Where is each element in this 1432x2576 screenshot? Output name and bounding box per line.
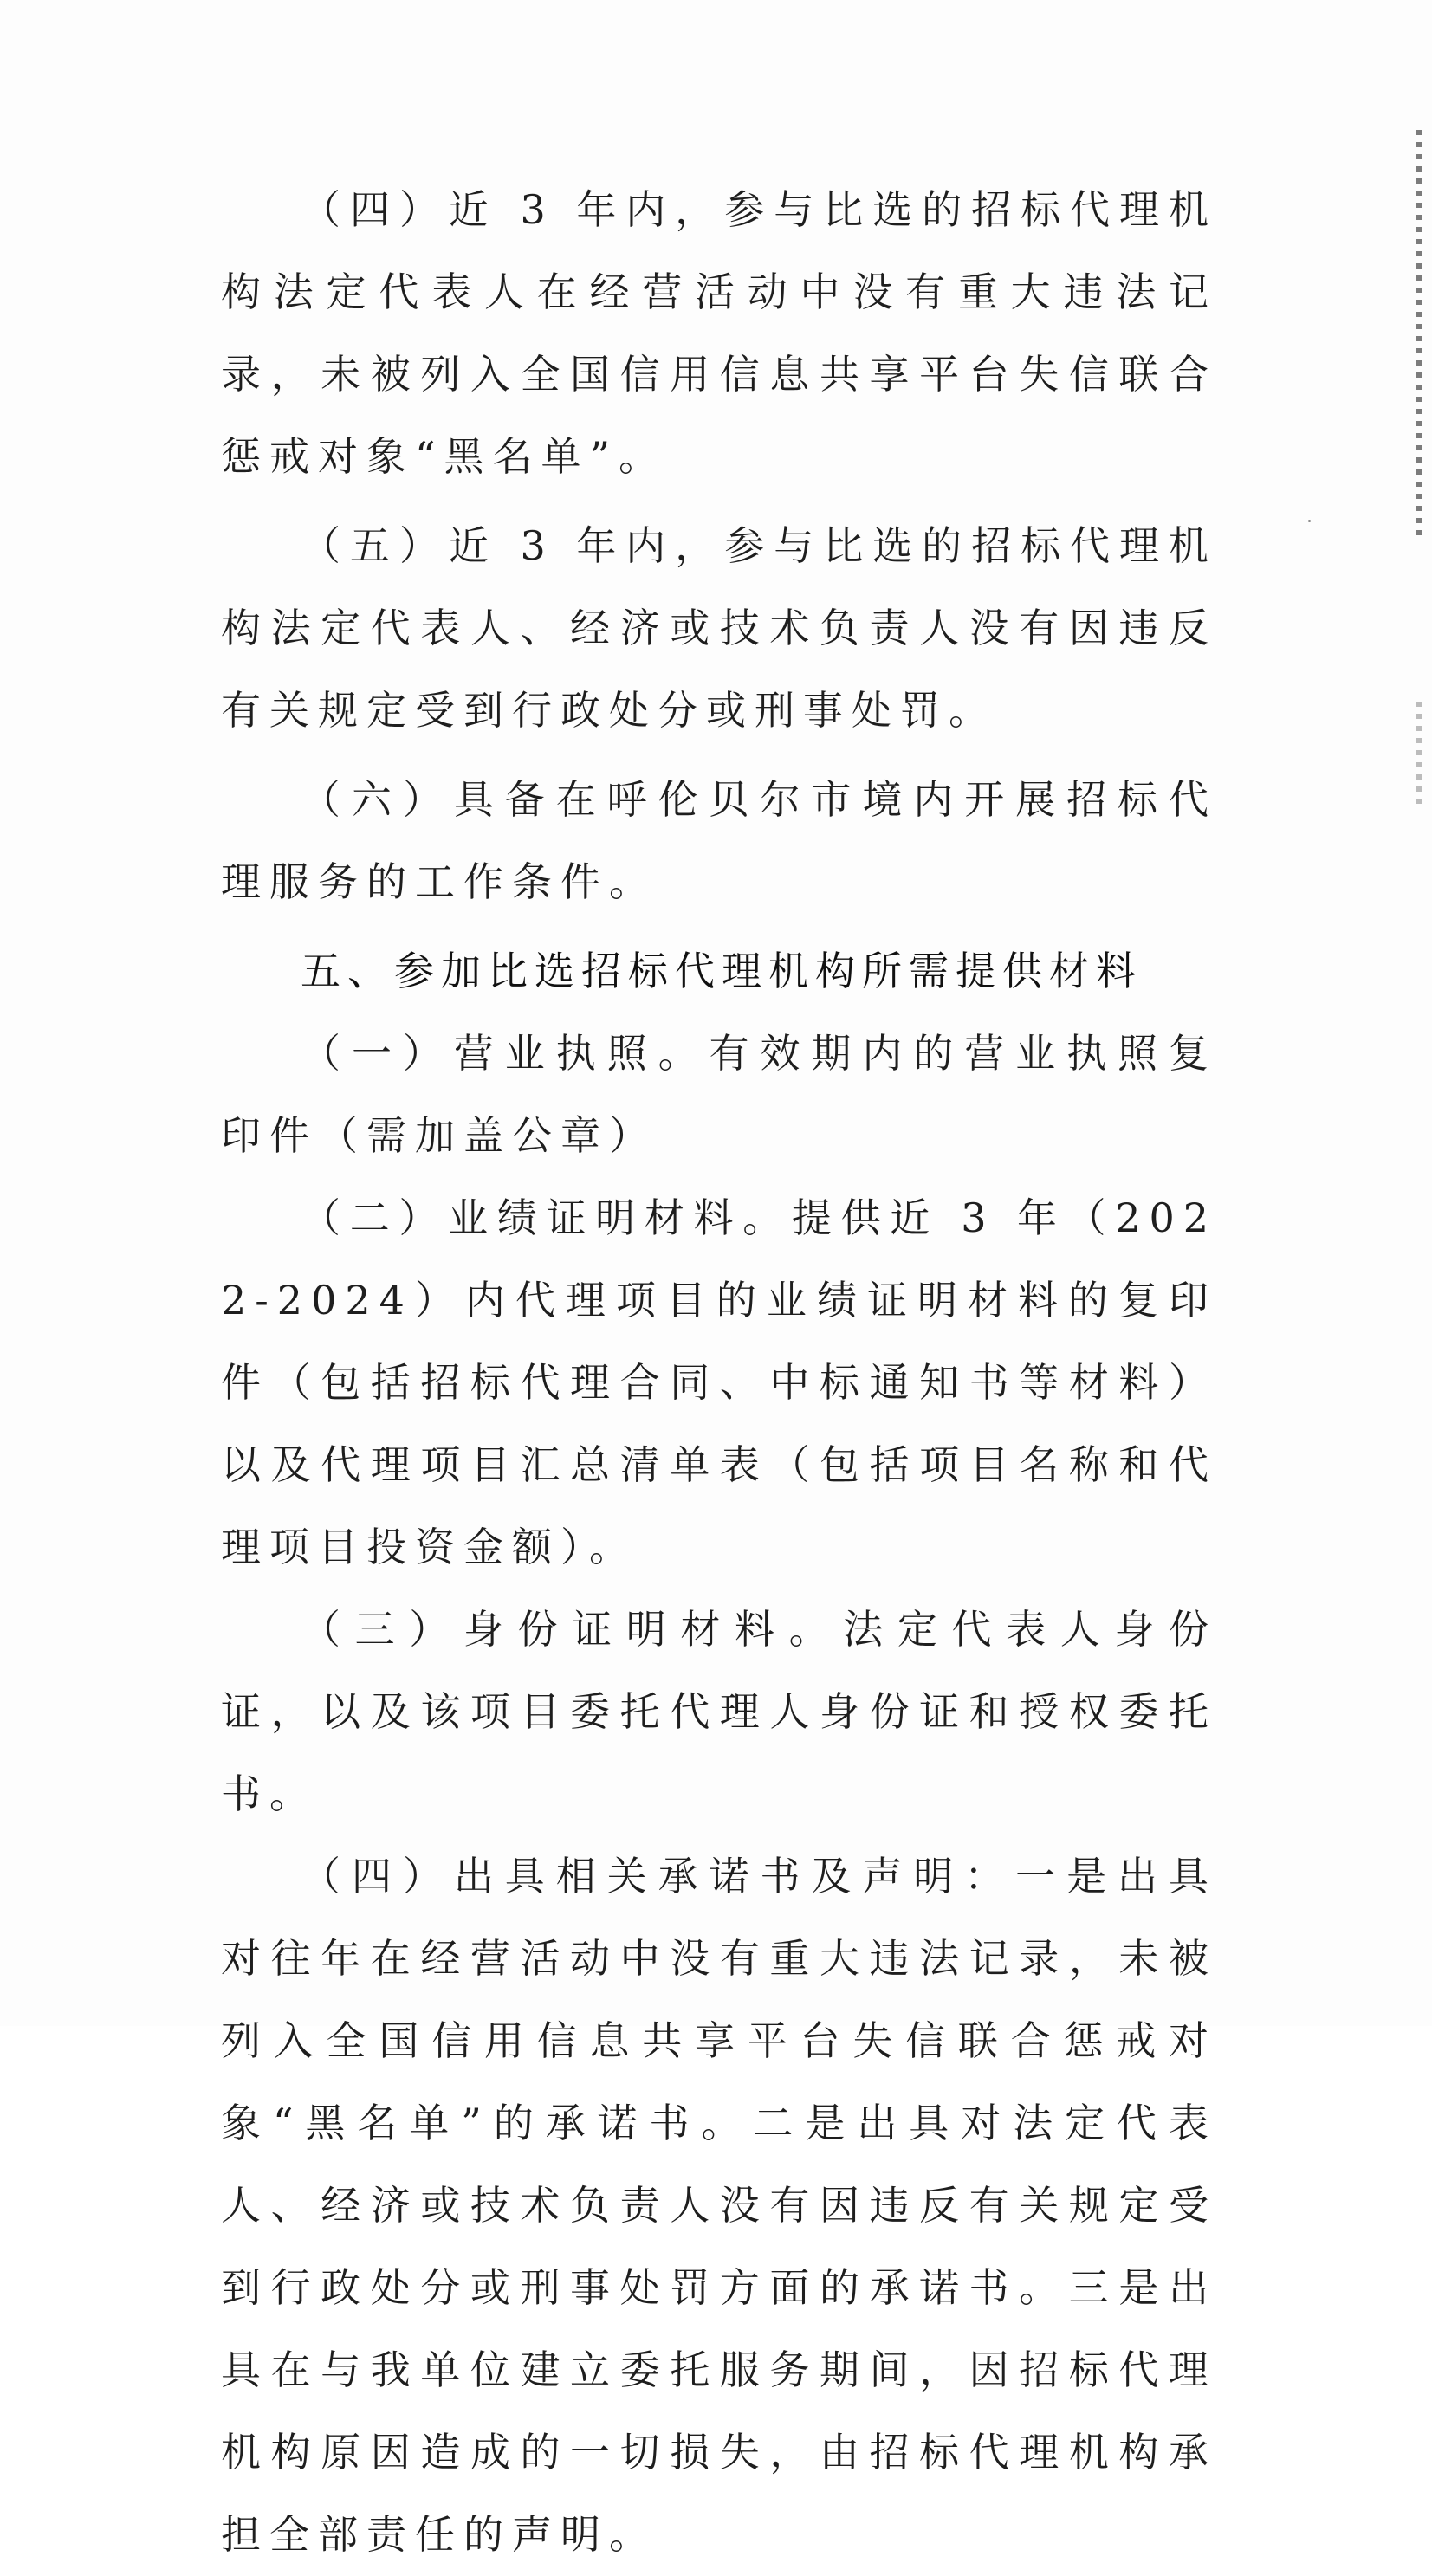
scan-speck xyxy=(1308,520,1311,522)
scan-edge-marks-lower xyxy=(1416,702,1422,806)
scan-edge-marks xyxy=(1416,130,1422,537)
paragraph-condition-4: （四）近 3 年内，参与比选的招标代理机构法定代表人在经营活动中没有重大违法记录，未被列入全国信用信息共享平台失信联合惩戒对象“黑名单”。 xyxy=(221,186,1217,480)
paragraph-condition-5: （五）近 3 年内，参与比选的招标代理机构法定代表人、经济或技术负责人没有因违反有关规定受到行政处分或刑事处罚。 xyxy=(221,522,1217,734)
material-item-2: （二）业绩证明材料。提供近 3 年（2022-2024）内代理项目的业绩证明材料的复印件（包括招标代理合同、中标通知书等材料）以及代理项目汇总清单表（包括项目名称和代理项目投资金额）。 xyxy=(221,1194,1217,1570)
material-item-1: （一）营业执照。有效期内的营业执照复印件（需加盖公章） xyxy=(221,1030,1217,1159)
document-body xyxy=(221,169,1217,2576)
material-item-4: （四）出具相关承诺书及声明：一是出具对往年在经营活动中没有重大违法记录，未被列入全国信用信息共享平台失信联合惩戒对象“黑名单”的承诺书。二是出具对法定代表人、经济或技术负责人没有因违反有关规定受到行政处分或刑事处罚方面的承诺书。三是出具在与我单位建立委托服务期间，因招标代理机构原因造成的一切损失，由招标代理机构承担全部责任的声明。 xyxy=(221,1853,1217,2558)
paragraph-condition-6: （六）具备在呼伦贝尔市境内开展招标代理服务的工作条件。 xyxy=(221,776,1217,905)
material-item-3: （三）身份证明材料。法定代表人身份证，以及该项目委托代理人身份证和授权委托书。 xyxy=(221,1606,1217,1817)
section-heading: 五、参加比选招标代理机构所需提供材料 xyxy=(301,948,1143,994)
